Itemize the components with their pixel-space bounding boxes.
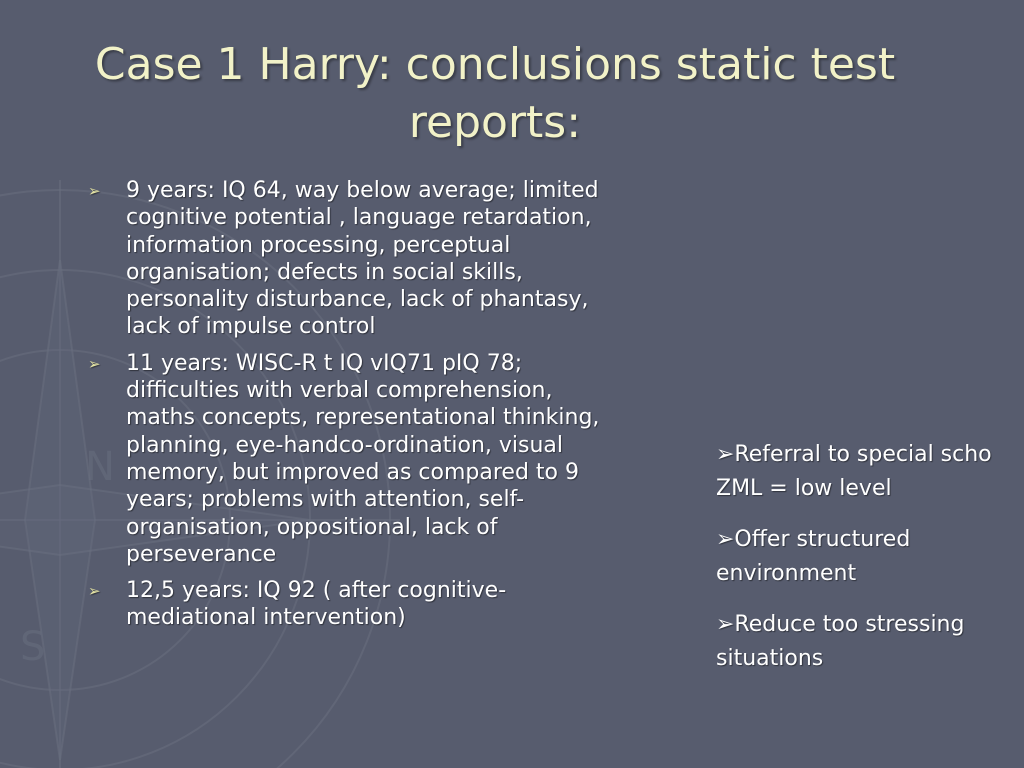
finding-11-years: 11 years: WISC-R t IQ vIQ71 pIQ 78; difficulties with verbal comprehension, maths concepts, representational thinking, planning, eye-handco-ordination, visual memory, but improved as compared to 9 years; problems with attention, self-organisation, oppositional, lack of perseverance <box>126 350 600 567</box>
recommendation-structured-environment: ➢Offer structured environment <box>716 527 911 586</box>
slide-title: Case 1 Harry: conclusions static test reports: <box>94 39 896 148</box>
list-item <box>86 350 616 568</box>
recommendations-list <box>716 438 1024 693</box>
arrow-bullet-icon: ➢ <box>88 354 101 373</box>
arrow-bullet-icon: ➢ <box>88 582 101 601</box>
svg-text:N: N <box>85 444 115 490</box>
list-item <box>86 177 616 341</box>
svg-text:S: S <box>20 624 46 670</box>
recommendation-reduce-stress: ➢Reduce too stressing situations <box>716 612 965 671</box>
finding-12-5-years: 12,5 years: IQ 92 ( after cognitive-mediational intervention) <box>126 578 507 631</box>
list-item <box>86 577 616 632</box>
recommendation-referral: ➢Referral to special scho ZML = low level <box>716 442 992 501</box>
arrow-bullet-icon: ➢ <box>88 182 101 200</box>
findings-list <box>86 177 616 641</box>
finding-9-years: 9 years: IQ 64, way below average; limited cognitive potential , language retardation, information processing, perceptual organisation; defects in social skills, personality disturbance, lack of phantasy, lack of impulse control <box>126 178 599 340</box>
